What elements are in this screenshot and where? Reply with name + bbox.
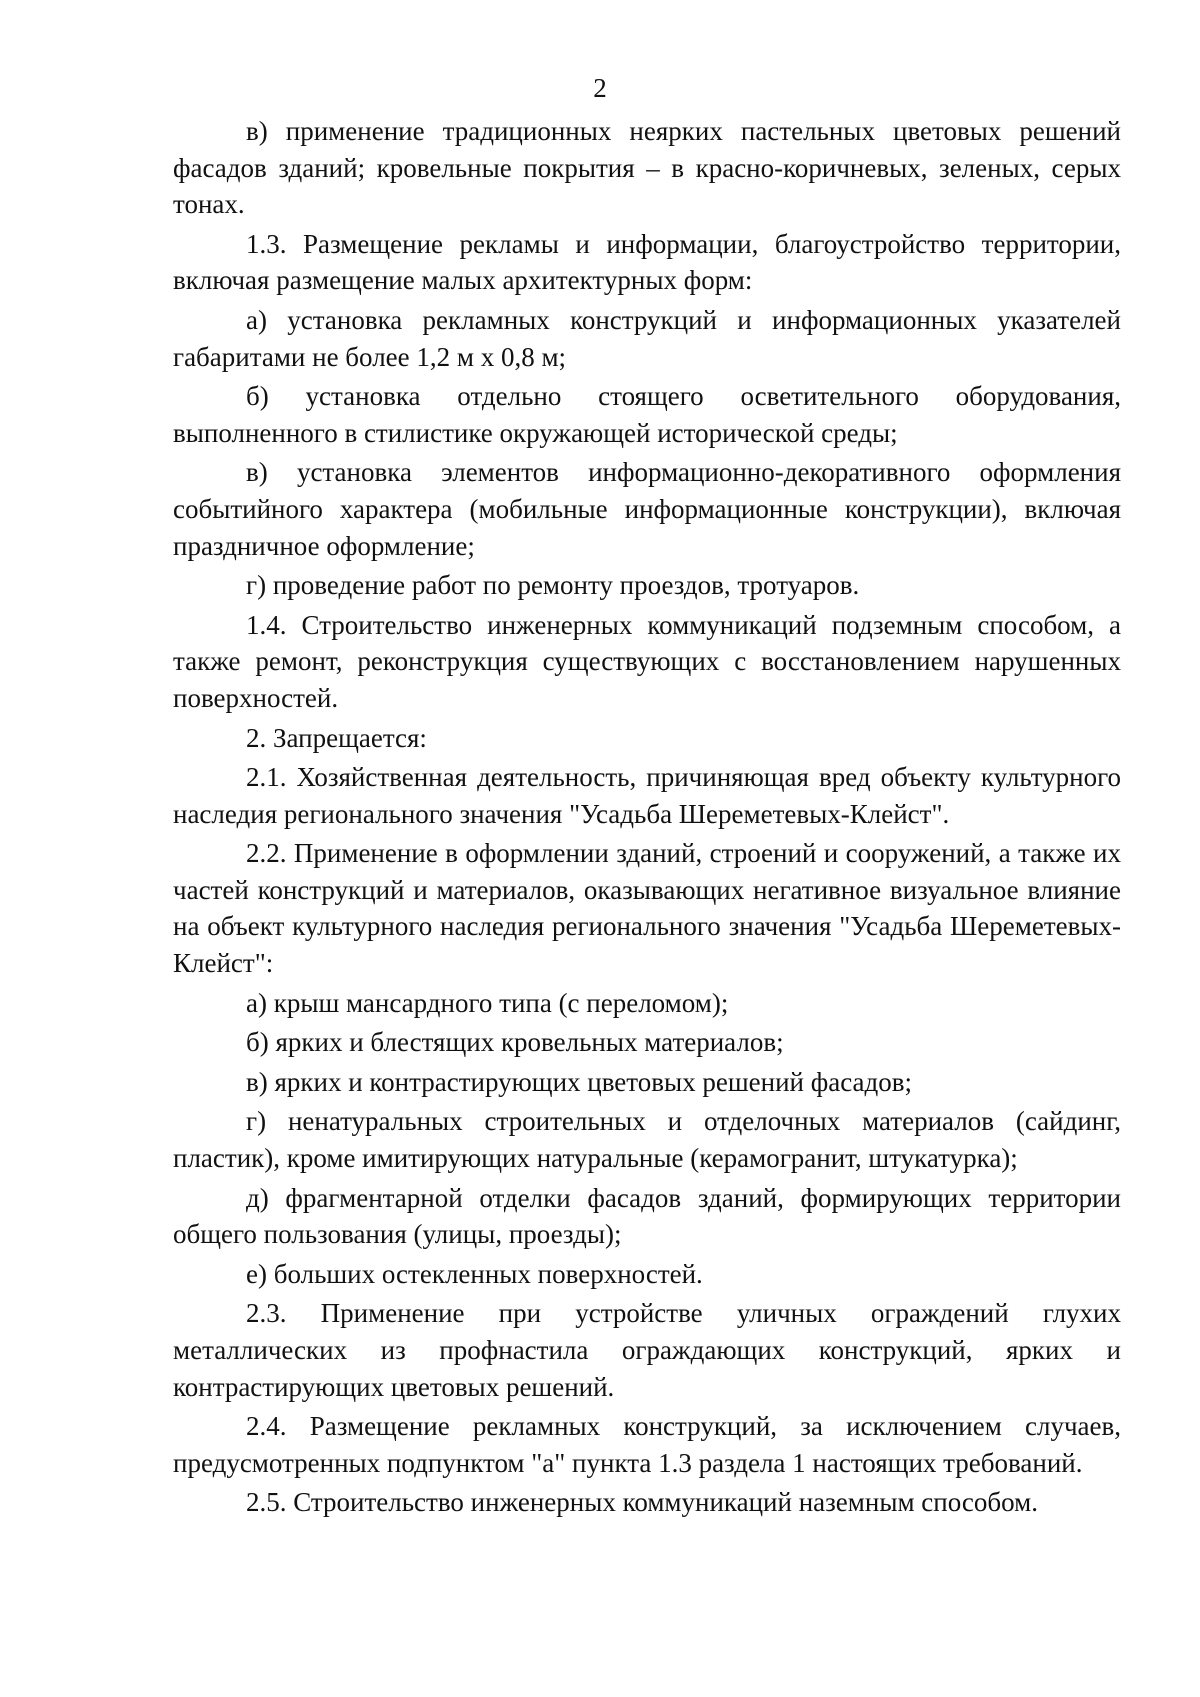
paragraph-2-4-advertising: 2.4. Размещение рекламных конструкций, за исключением случаев, предусмотренных подпунктом "а" пункта 1.3 раздела 1 настоящих требований.	[173, 1411, 1121, 1478]
paragraph-2-prohibited: 2. Запрещается:	[246, 722, 427, 753]
paragraph-2-2-materials: 2.2. Применение в оформлении зданий, строений и сооружений, а также их частей конструкций и материалов, оказывающих негативное визуальное влияние на объект культурного наследия регионального значения "Усадьба Шереметевых-Клейст":	[173, 838, 1121, 979]
paragraph-1-3-v-decorative: в) установка элементов информационно-декоративного оформления событийного характера (мобильные информационные конструкции), включая праздничное оформление;	[173, 457, 1121, 561]
paragraph-2-2-d-fragmentary: д) фрагментарной отделки фасадов зданий, формирующих территории общего пользования (улицы, проезды);	[173, 1182, 1121, 1250]
paragraph-2-5-ground-utilities: 2.5. Строительство инженерных коммуникаций наземным способом.	[246, 1487, 1038, 1518]
paragraph-1-3-b-lighting: б) установка отдельно стоящего осветительного оборудования, выполненного в стилистике окружающей исторической среды;	[173, 381, 1121, 448]
paragraph-1-3-g-repairs: г) проведение работ по ремонту проездов, тротуаров.	[246, 570, 860, 601]
paragraph-3-v-facade-colors: в) применение традиционных неярких пастельных цветовых решений фасадов зданий; кровельные покрытия – в красно-коричневых, зеленых, серых тонах.	[173, 116, 1121, 220]
paragraph-1-4-utilities: 1.4. Строительство инженерных коммуникаций подземным способом, а также ремонт, реконструкция существующих с восстановлением нарушенных поверхностей.	[173, 609, 1121, 713]
paragraph-2-2-a-mansard: а) крыш мансардного типа (с переломом);	[246, 987, 729, 1018]
paragraph-2-2-g-artificial: г) ненатуральных строительных и отделочных материалов (сайдинг, пластик), кроме имитирующих натуральные (керамогранит, штукатурка);	[173, 1106, 1121, 1174]
paragraph-2-1-harmful-activity: 2.1. Хозяйственная деятельность, причиняющая вред объекту культурного наследия регионального значения "Усадьба Шереметевых-Клейст".	[173, 762, 1121, 829]
paragraph-2-2-e-glazing: е) больших остекленных поверхностей.	[246, 1258, 703, 1289]
paragraph-2-2-v-colors: в) ярких и контрастирующих цветовых решений фасадов;	[246, 1066, 912, 1097]
document-body	[173, 113, 1121, 1524]
paragraph-2-3-fences: 2.3. Применение при устройстве уличных ограждений глухих металлических из профнастила ограждающих конструкций, ярких и контрастирующих цветовых решений.	[173, 1298, 1121, 1402]
page-number: 2	[593, 73, 607, 103]
paragraph-1-3-advertising: 1.3. Размещение рекламы и информации, благоустройство территории, включая размещение малых архитектурных форм:	[173, 228, 1121, 296]
paragraph-2-2-b-roofing: б) ярких и блестящих кровельных материалов;	[246, 1027, 784, 1058]
paragraph-1-3-a-signs: а) установка рекламных конструкций и информационных указателей габаритами не более 1,2 м х 0,8 м;	[173, 304, 1121, 372]
